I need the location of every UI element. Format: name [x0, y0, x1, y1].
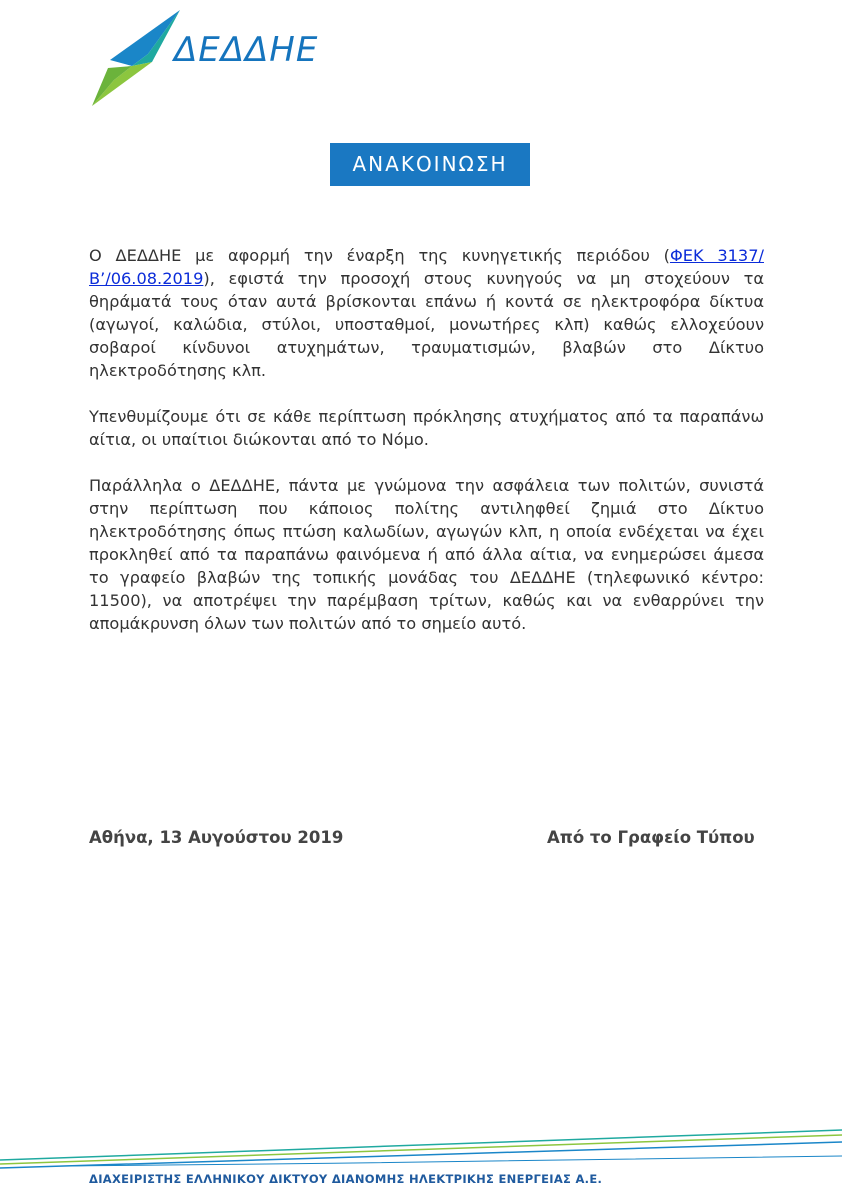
paragraph-1-start: Ο ΔΕΔΔΗΕ με αφορμή την έναρξη της κυνηγετικής περιόδου (	[89, 246, 670, 265]
paragraph-1-end: ), εφιστά την προσοχή στους κυνηγούς να μη στοχεύουν τα θηράματά τους όταν αυτά βρίσκονται επάνω ή κοντά σε ηλεκτροφόρα δίκτυα (αγωγοί, καλώδια, στύλοι, υποσταθμοί, μονωτήρες κλπ) καθώς ελλοχεύουν σοβαροί κίνδυνοι ατυχημάτων, τραυματισμών, βλαβών στο Δίκτυο ηλεκτροδότησης κλπ.	[89, 269, 764, 380]
press-office-signature: Από το Γραφείο Τύπου	[547, 828, 755, 847]
footer-decorative-lines	[0, 1120, 842, 1170]
announcement-banner: ΑΝΑΚΟΙΝΩΣΗ	[330, 143, 530, 186]
footer-company-name: ΔΙΑΧΕΙΡΙΣΤΗΣ ΕΛΛΗΝΙΚΟΥ ΔΙΚΤΥΟΥ ΔΙΑΝΟΜΗΣ ΗΛΕΚΤΡΙΚΗΣ ΕΝΕΡΓΕΙΑΣ Α.Ε.	[89, 1172, 603, 1186]
company-logo	[92, 10, 322, 106]
paragraph-2: Υπενθυμίζουμε ότι σε κάθε περίπτωση πρόκλησης ατυχήματος από τα παραπάνω αίτια, οι υπαίτιοι διώκονται από το Νόμο.	[89, 407, 764, 449]
fek-link[interactable]: ΦΕΚ 3137/Β’/06.08.2019	[89, 246, 764, 288]
date-place: Αθήνα, 13 Αυγούστου 2019	[89, 828, 344, 847]
logo-wordmark: ΔΕΔΔΗΕ	[174, 30, 319, 70]
paragraph-3: Παράλληλα ο ΔΕΔΔΗΕ, πάντα με γνώμονα την ασφάλεια των πολιτών, συνιστά στην περίπτωση που κάποιος πολίτης αντιληφθεί ζημιά στο Δίκτυο ηλεκτροδότησης όπως πτώση καλωδίων, αγωγών κλπ, η οποία ενδέχεται να έχει προκληθεί από τα παραπάνω φαινόμενα ή από άλλα αίτια, να ενημερώσει άμεσα το γραφείο βλαβών της τοπικής μονάδας του ΔΕΔΔΗΕ (τηλεφωνικό κέντρο: 11500), να αποτρέψει την παρέμβαση τρίτων, καθώς και να ενθαρρύνει την απομάκρυνση όλων των πολιτών από το σημείο αυτό.	[89, 476, 764, 633]
lightning-bolt-icon	[92, 10, 184, 106]
announcement-body	[89, 244, 764, 658]
paragraph-1	[89, 244, 764, 382]
